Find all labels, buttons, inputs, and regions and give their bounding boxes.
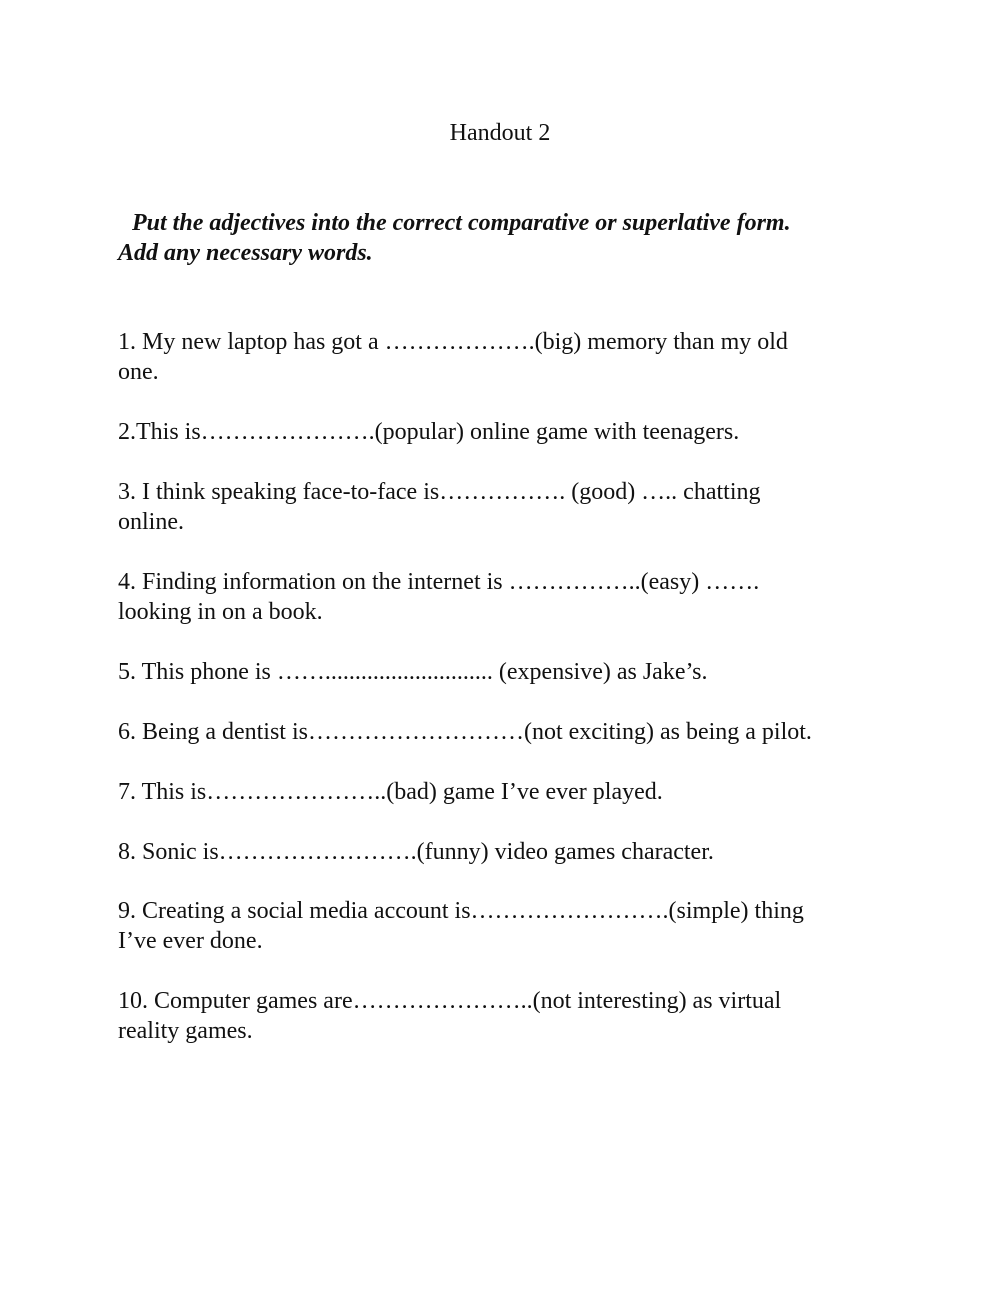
exercise-item-1 xyxy=(118,327,878,387)
instructions-line-1: Put the adjectives into the correct comparative or superlative form. xyxy=(132,210,791,236)
exercise-item-3-line-2: online. xyxy=(118,509,184,535)
exercise-item-8 xyxy=(118,837,878,867)
instructions xyxy=(118,208,878,268)
exercise-item-9-line-2: I’ve ever done. xyxy=(118,928,263,954)
exercise-item-10 xyxy=(118,986,878,1046)
exercise-item-4 xyxy=(118,567,878,627)
exercise-item-5-line-1: 5. This phone is ……............................ (expensive) as Jake’s. xyxy=(118,659,708,685)
page-title: Handout 2 xyxy=(449,120,551,146)
exercise-item-7 xyxy=(118,777,878,807)
exercise-item-7-line-1: 7. This is…………………..(bad) game I’ve ever played. xyxy=(118,779,663,805)
exercise-item-1-line-2: one. xyxy=(118,359,159,385)
exercise-item-2-line-1: 2.This is………………….(popular) online game with teenagers. xyxy=(118,419,740,445)
exercise-item-1-line-1: 1. My new laptop has got a ……………….(big) memory than my old xyxy=(118,329,788,355)
exercise-item-4-line-2: looking in on a book. xyxy=(118,599,323,625)
exercise-item-3-line-1: 3. I think speaking face-to-face is……………. (good) ….. chatting xyxy=(118,479,761,505)
exercise-item-10-line-2: reality games. xyxy=(118,1018,253,1044)
exercise-item-4-line-1: 4. Finding information on the internet is ……………..(easy) ……. xyxy=(118,569,760,595)
exercise-item-6-line-1: 6. Being a dentist is………………………(not exciting) as being a pilot. xyxy=(118,719,812,745)
exercise-item-3 xyxy=(118,477,878,537)
exercise-item-9 xyxy=(118,896,878,956)
exercise-item-10-line-1: 10. Computer games are…………………..(not interesting) as virtual xyxy=(118,988,782,1014)
instructions-line-2: Add any necessary words. xyxy=(118,240,373,266)
exercise-item-9-line-1: 9. Creating a social media account is…………………….(simple) thing xyxy=(118,898,804,924)
exercise-item-2 xyxy=(118,417,878,447)
exercise-item-5 xyxy=(118,657,878,687)
exercise-item-8-line-1: 8. Sonic is…………………….(funny) video games character. xyxy=(118,839,714,865)
exercise-item-6 xyxy=(118,717,878,747)
